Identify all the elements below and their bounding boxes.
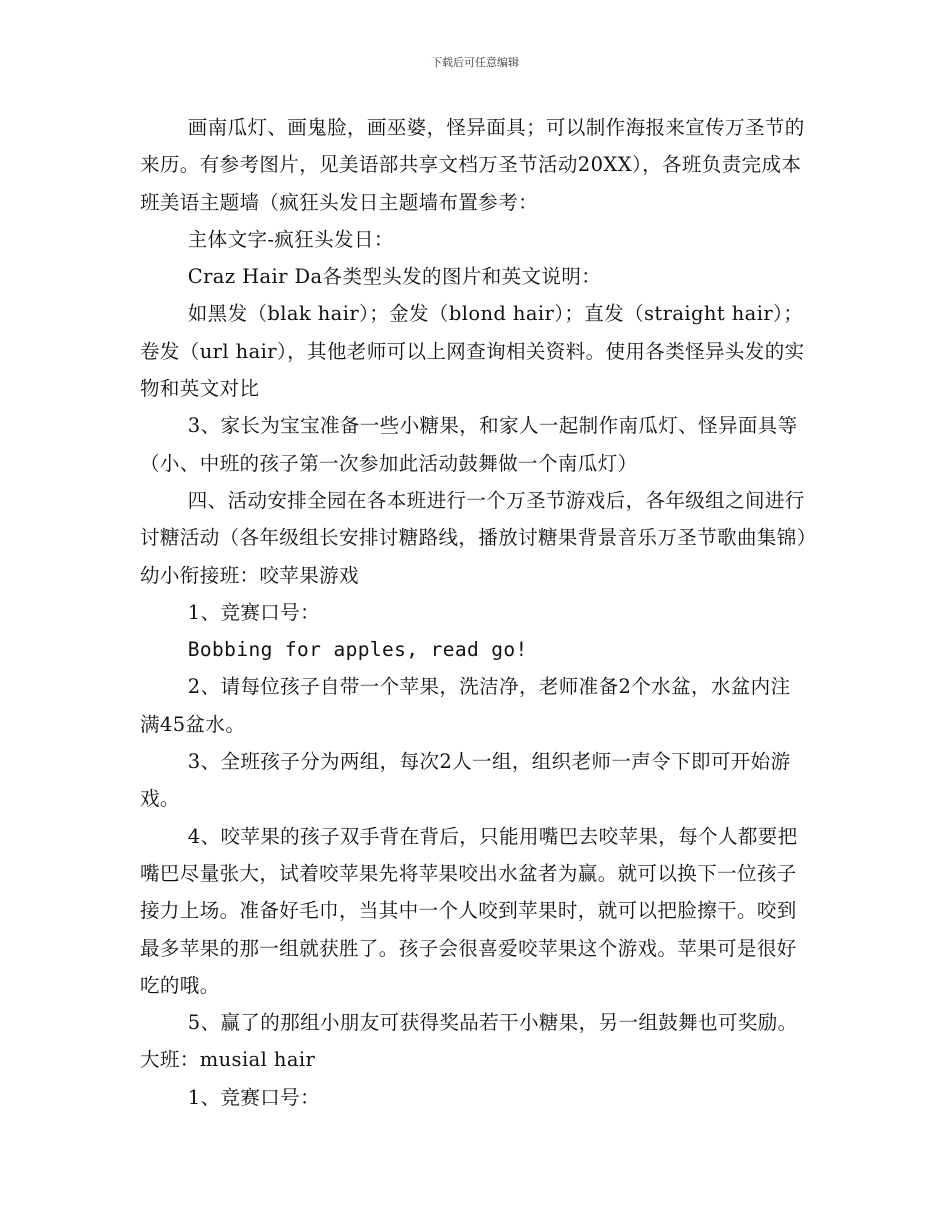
paragraph-1: 画南瓜灯、画鬼脸，画巫婆，怪异面具；可以制作海报来宣传万圣节的来历。有参考图片，见美语部共享文档万圣节活动20XX），各班负责完成本班美语主题墙（疯狂头发日主题墙布置参考：: [140, 116, 805, 214]
paragraph-12: 5、赢了的那组小朋友可获得奖品若干小糖果，另一组鼓舞也可奖励。大班：musial hair: [140, 1011, 798, 1072]
paragraph-10: 3、全班孩子分为两组，每次2人一组，组织老师一声令下即可开始游戏。: [140, 750, 791, 811]
paragraph-3: Craz Hair Da各类型头发的图片和英文说明：: [187, 265, 602, 289]
document-body: [140, 109, 810, 1116]
paragraph-9: 2、请每位孩子自带一个苹果，洗洁净，老师准备2个水盆，水盆内注满45盆水。: [140, 675, 791, 736]
paragraph-2: 主体文字-疯狂头发日：: [187, 227, 394, 251]
paragraph-5: 3、家长为宝宝准备一些小糖果，和家人一起制作南瓜灯、怪异面具等（小、中班的孩子第一次参加此活动鼓舞做一个南瓜灯）: [140, 414, 798, 475]
page-header: 下载后可任意编辑: [431, 56, 519, 69]
paragraph-13: 1、竞赛口号：: [187, 1085, 320, 1109]
paragraph-11: 4、咬苹果的孩子双手背在背后，只能用嘴巴去咬苹果，每个人都要把嘴巴尽量张大，试着咬苹果先将苹果咬出水盆者为赢。就可以换下一位孩子接力上场。准备好毛巾，当其中一个人咬到苹果时，就可以把脸擦干。咬到最多苹果的那一组就获胜了。孩子会很喜爱咬苹果这个游戏。苹果可是很好吃的哦。: [140, 824, 798, 997]
paragraph-6: 四、活动安排全园在各本班进行一个万圣节游戏后，各年级组之间进行讨糖活动（各年级组长安排讨糖路线，播放讨糖果背景音乐万圣节歌曲集锦）幼小衔接班：咬苹果游戏: [140, 488, 807, 587]
paragraph-8: Bobbing for apples, read go!: [187, 638, 528, 662]
paragraph-7: 1、竞赛口号：: [187, 600, 320, 624]
paragraph-4: 如黑发（blak hair）；金发（blond hair）；直发（straight hair）；卷发（url hair），其他老师可以上网查询相关资料。使用各类怪异头发的实物和英文对比: [140, 302, 805, 401]
